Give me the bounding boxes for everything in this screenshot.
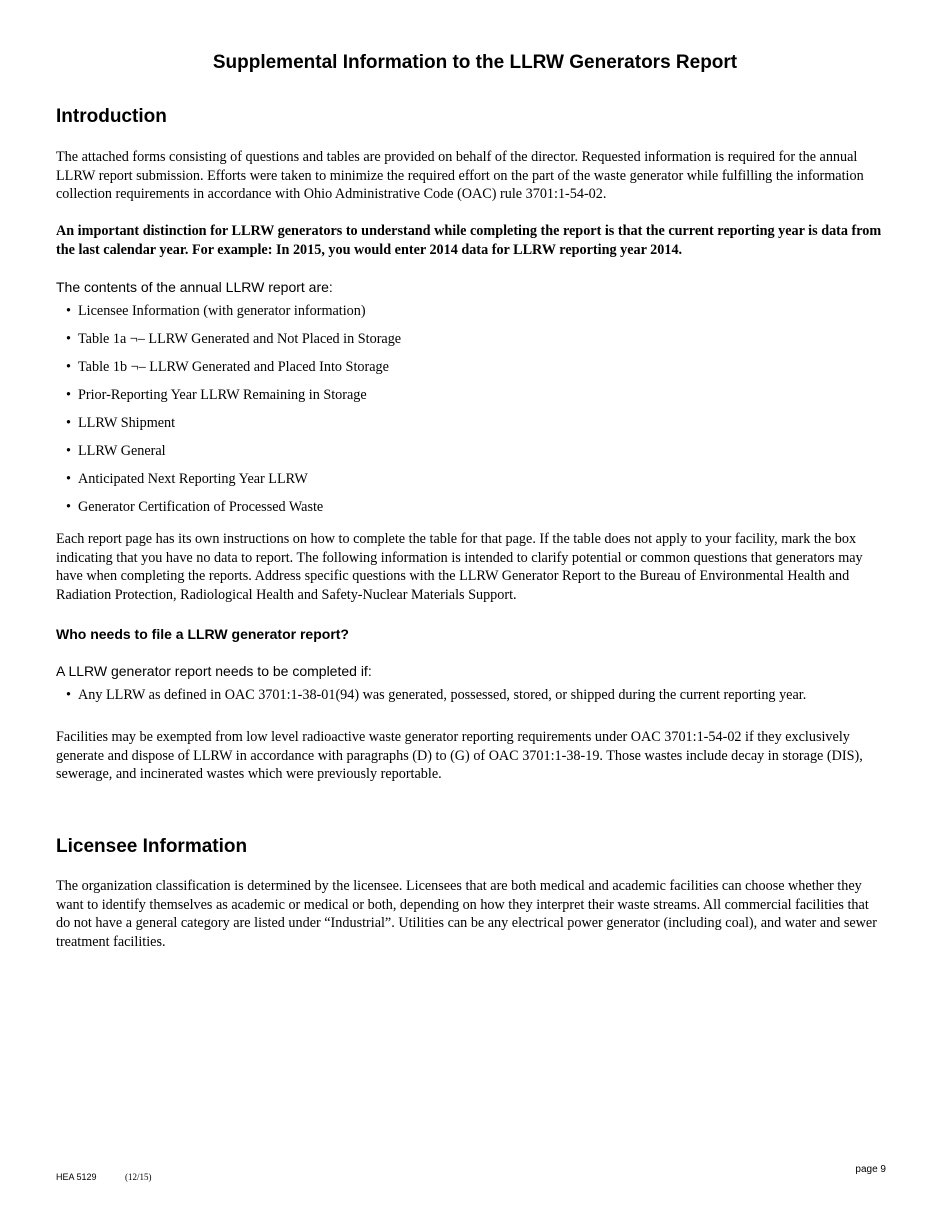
bullet-icon: • bbox=[66, 387, 71, 403]
page-number: page 9 bbox=[855, 1164, 886, 1175]
form-code: HEA 5129 bbox=[56, 1172, 97, 1182]
contents-list bbox=[66, 302, 401, 526]
bullet-icon: • bbox=[66, 303, 71, 319]
licensee-paragraph: The organization classification is determined by the licensee. Licensees that are both medical and academic facilities can choose whether they want to identify themselves as academic or medical or both, depending on how they interpret their waste streams. All commercial facilities that do not have a general category are listed under “Industrial”. Utilities can be any electrical power generator (including coal), and water and sewer treatment facilities. bbox=[56, 878, 877, 950]
contents-lead: The contents of the annual LLRW report are: bbox=[56, 279, 333, 295]
bullet-icon: • bbox=[66, 499, 71, 515]
bullet-icon: • bbox=[66, 415, 71, 431]
list-item bbox=[66, 330, 401, 358]
who-files-list bbox=[66, 686, 806, 714]
footer-form-id bbox=[56, 1172, 152, 1182]
list-item-text: LLRW Shipment bbox=[78, 415, 176, 431]
list-item bbox=[66, 470, 401, 498]
list-item-text: Table 1b ¬– LLRW Generated and Placed Into Storage bbox=[78, 359, 389, 375]
list-item-text: Generator Certification of Processed Waste bbox=[78, 499, 324, 515]
list-item bbox=[66, 386, 401, 414]
bullet-icon: • bbox=[66, 359, 71, 375]
introduction-paragraph: The attached forms consisting of questions and tables are provided on behalf of the director. Requested information is required for the annual LLRW report submission. Efforts were taken to minimize the required effort on the part of the waste generator while fulfilling the information collection requirements in accordance with Ohio Administrative Code (OAC) rule 3701:1-54-02. bbox=[56, 149, 864, 203]
bullet-icon: • bbox=[66, 687, 71, 703]
instructions-paragraph: Each report page has its own instructions on how to complete the table for that page. If the table does not apply to your facility, mark the box indicating that you have no data to report. The following information is intended to clarify potential or common questions that generators may have when completing the reports. Address specific questions with the LLRW Generator Report to the Bureau of Environmental Health and Radiation Protection, Radiological Health and Safety-Nuclear Materials Support. bbox=[56, 531, 863, 603]
exemption-paragraph: Facilities may be exempted from low level radioactive waste generator reporting requirements under OAC 3701:1-54-02 if they exclusively generate and dispose of LLRW in accordance with paragraphs (D) to (G) of OAC 3701:1-38-19. Those wastes include decay in storage (DIS), sewerage, and incinerated wastes which were previously reportable. bbox=[56, 729, 863, 783]
who-files-heading: Who needs to file a LLRW generator report? bbox=[56, 626, 349, 642]
bullet-icon: • bbox=[66, 443, 71, 459]
list-item bbox=[66, 302, 401, 330]
introduction-heading: Introduction bbox=[56, 106, 167, 127]
licensee-heading: Licensee Information bbox=[56, 836, 248, 857]
list-item bbox=[66, 442, 401, 470]
document-title: Supplemental Information to the LLRW Generators Report bbox=[212, 52, 738, 73]
list-item-text: LLRW General bbox=[78, 443, 166, 459]
list-item-text: Table 1a ¬– LLRW Generated and Not Placed in Storage bbox=[78, 331, 402, 347]
reporting-year-note: An important distinction for LLRW generators to understand while completing the report is that the current reporting year is data from the last calendar year. For example: In 2015, you would enter 2014 data for LLRW reporting year 2014. bbox=[56, 223, 882, 258]
list-item bbox=[66, 358, 401, 386]
list-item-text: Anticipated Next Reporting Year LLRW bbox=[78, 471, 308, 487]
list-item bbox=[66, 686, 806, 714]
list-item bbox=[66, 414, 401, 442]
who-files-lead: A LLRW generator report needs to be completed if: bbox=[56, 663, 372, 679]
bullet-icon: • bbox=[66, 331, 71, 347]
form-date: (12/15) bbox=[125, 1172, 152, 1182]
list-item-text: Prior-Reporting Year LLRW Remaining in Storage bbox=[78, 387, 367, 403]
list-item-text: Any LLRW as defined in OAC 3701:1-38-01(94) was generated, possessed, stored, or shipped during the current reporting year. bbox=[78, 687, 807, 703]
list-item-text: Licensee Information (with generator information) bbox=[78, 303, 366, 319]
bullet-icon: • bbox=[66, 471, 71, 487]
list-item bbox=[66, 498, 401, 526]
